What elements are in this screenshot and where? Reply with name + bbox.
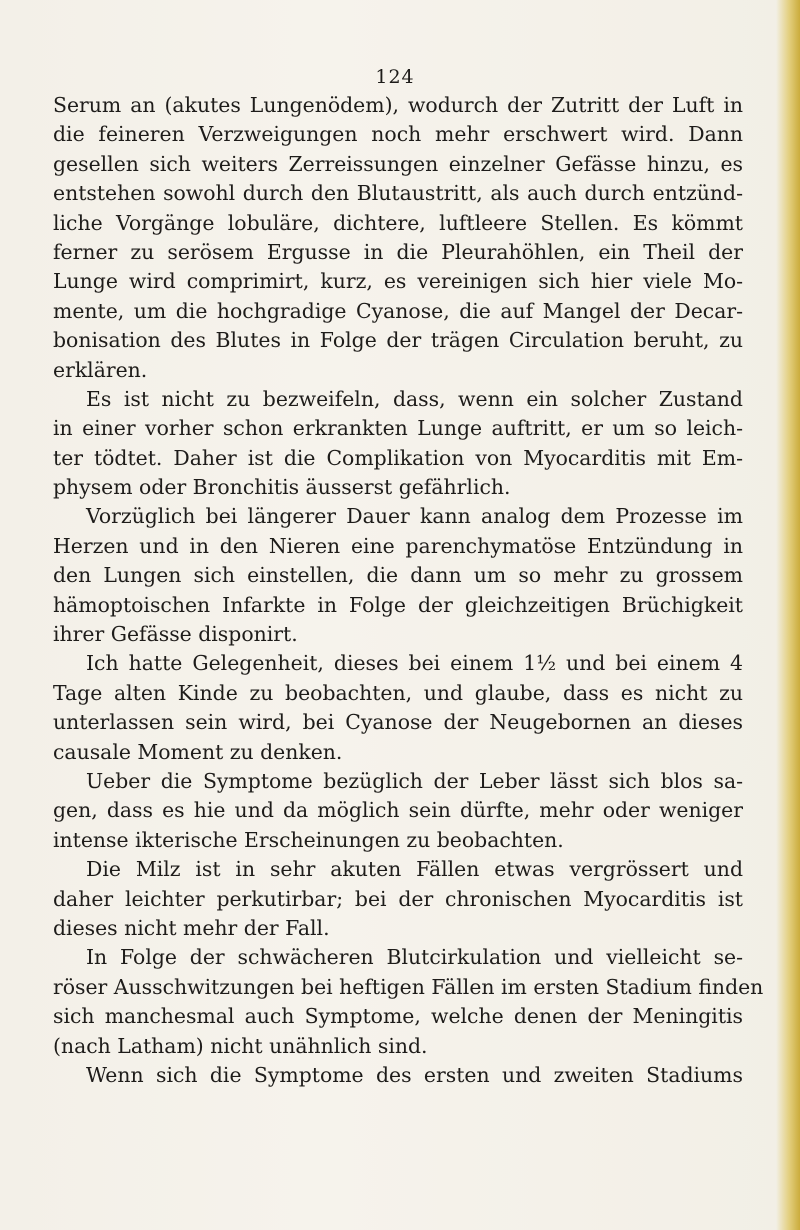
text-line: entstehen sowohl durch den Blutaustritt, als auch durch entzünd- [53, 181, 743, 206]
text-line: sich manchesmal auch Symptome, welche denen der Meningitis [53, 1004, 743, 1029]
text-line: den Lungen sich einstellen, die dann um so mehr zu grossem [53, 563, 743, 588]
text-line: ter tödtet. Daher ist die Complikation von Myocarditis mit Em- [53, 445, 743, 470]
text-line: Vorzüglich bei längerer Dauer kann analog dem Prozesse im [86, 504, 743, 529]
text-line: In Folge der schwächeren Blutcirkulation und vielleicht se- [86, 945, 743, 970]
page-number: 124 [375, 66, 415, 88]
text-line: (nach Latham) nicht unähnlich sind. [53, 1033, 428, 1058]
text-line: liche Vorgänge lobuläre, dichtere, luftleere Stellen. Es kömmt [53, 210, 743, 235]
text-line: Lunge wird comprimirt, kurz, es vereinigen sich hier viele Mo- [53, 269, 743, 294]
text-line: Die Milz ist in sehr akuten Fällen etwas vergrössert und [86, 857, 743, 882]
text-line: gen, dass es hie und da möglich sein dürfte, mehr oder weniger [53, 798, 743, 823]
body-text [53, 91, 764, 1090]
text-line: Herzen und in den Nieren eine parenchymatöse Entzündung in [53, 533, 743, 558]
text-line: Ueber die Symptome bezüglich der Leber lässt sich blos sa- [86, 768, 743, 793]
text-line: causale Moment zu denken. [53, 739, 343, 764]
text-line: Wenn sich die Symptome des ersten und zweiten Stadiums [86, 1062, 743, 1087]
text-line: Serum an (akutes Lungenödem), wodurch der Zutritt der Luft in [53, 93, 743, 117]
text-line: Es ist nicht zu bezweifeln, dass, wenn ein solcher Zustand [86, 386, 743, 411]
text-line: Tage alten Kinde zu beobachten, und glaube, dass es nicht zu [53, 680, 743, 705]
text-line: mente, um die hochgradige Cyanose, die auf Mangel der Decar- [53, 298, 743, 323]
text-line: gesellen sich weiters Zerreissungen einzelner Gefässe hinzu, es [53, 151, 743, 176]
text-line: in einer vorher schon erkrankten Lunge auftritt, er um so leich- [53, 416, 743, 441]
text-line: intense ikterische Erscheinungen zu beobachten. [53, 827, 564, 852]
text-line: ihrer Gefässe disponirt. [53, 622, 298, 647]
text-line: die feineren Verzweigungen noch mehr erschwert wird. Dann [53, 122, 743, 147]
text-line: röser Ausschwitzungen bei heftigen Fällen im ersten Stadium finden [53, 974, 764, 999]
text-line: erklären. [53, 357, 148, 382]
page-edge-shadow [776, 0, 800, 1230]
text-line: daher leichter perkutirbar; bei der chronischen Myocarditis ist [53, 886, 743, 911]
text-line: unterlassen sein wird, bei Cyanose der Neugebornen an dieses [53, 710, 743, 735]
text-line: hämoptoischen Infarkte in Folge der gleichzeitigen Brüchigkeit [53, 592, 743, 617]
text-line: bonisation des Blutes in Folge der trägen Circulation beruht, zu [53, 328, 743, 353]
text-line: dieses nicht mehr der Fall. [53, 915, 330, 940]
text-line: ferner zu serösem Ergusse in die Pleurahöhlen, ein Theil der [53, 239, 743, 264]
text-line: Ich hatte Gelegenheit, dieses bei einem 1½ und bei einem 4 [86, 651, 743, 676]
text-line: physem oder Bronchitis äusserst gefährlich. [53, 475, 511, 500]
